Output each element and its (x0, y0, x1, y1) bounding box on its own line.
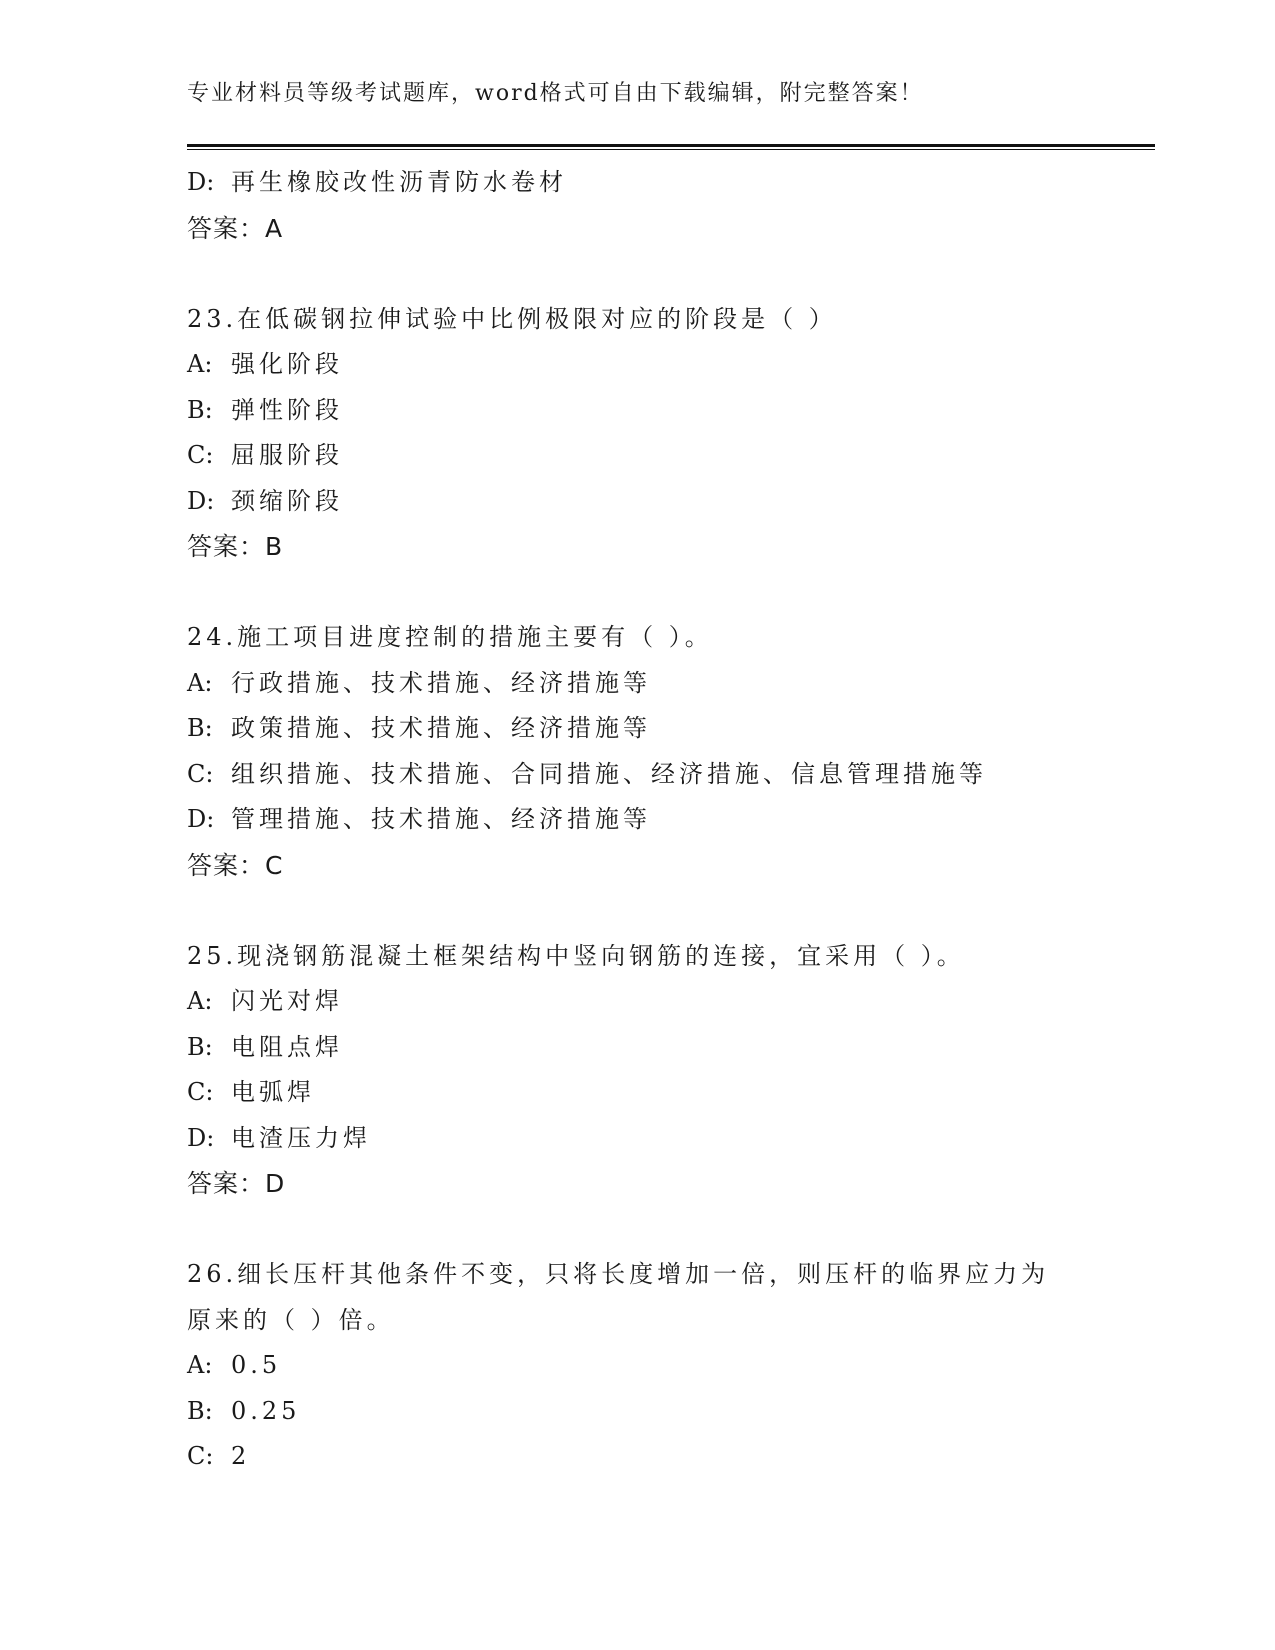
spacer (187, 888, 1087, 934)
option-label: A: (187, 987, 213, 1015)
question-stem-line-2: 原来的（ ）倍。 (187, 1305, 395, 1334)
option-text: 屈服阶段 (231, 441, 343, 469)
option-text: 电渣压力焊 (231, 1123, 371, 1152)
option-text: 组织措施、技术措施、合同措施、经济措施、信息管理措施等 (231, 759, 987, 788)
option-b (187, 706, 1087, 752)
option-label: B: (187, 1032, 213, 1061)
question-stem: 23.在低碳钢拉伸试验中比例极限对应的阶段是（ ） (187, 304, 837, 333)
option-label: D: (187, 1123, 215, 1152)
question-list (187, 160, 1087, 1480)
option-label: B: (187, 395, 213, 424)
question-26 (187, 1252, 1087, 1480)
option-text: 强化阶段 (231, 350, 343, 378)
option-b (187, 1389, 1087, 1435)
answer: 答案：B (187, 532, 284, 561)
page-header: 专业材料员等级考试题库，word格式可自由下载编辑，附完整答案！ (187, 81, 924, 106)
question-25 (187, 934, 1087, 1207)
spacer (187, 251, 1087, 297)
option-text: 颈缩阶段 (231, 486, 343, 515)
option-text: 闪光对焊 (231, 987, 343, 1015)
option-label: B: (187, 714, 213, 742)
option-text: 0.25 (231, 1396, 301, 1425)
option-text: 管理措施、技术措施、经济措施等 (231, 805, 651, 833)
header-divider (187, 144, 1155, 151)
option-a (187, 979, 1087, 1025)
option-label: D: (187, 486, 215, 515)
option-d (187, 479, 1087, 525)
option-c (187, 752, 1087, 798)
option-a (187, 342, 1087, 388)
option-a (187, 1343, 1087, 1389)
option-d (187, 1116, 1087, 1162)
option-text: 2 (231, 1442, 251, 1470)
question-24 (187, 615, 1087, 888)
option-c (187, 1434, 1087, 1480)
answer: 答案：C (187, 850, 284, 880)
answer: 答案：A (187, 213, 284, 243)
option-b (187, 388, 1087, 434)
option-text: 电阻点焊 (231, 1032, 343, 1061)
spacer (187, 1207, 1087, 1253)
option-text: 弹性阶段 (231, 395, 343, 424)
option-text: 电弧焊 (231, 1078, 315, 1106)
option-label: C: (187, 441, 214, 469)
option-c (187, 433, 1087, 479)
option-label: A: (187, 668, 213, 697)
option-text: 再生橡胶改性沥青防水卷材 (231, 168, 567, 196)
option-label: C: (187, 759, 214, 788)
header-divider-thin (187, 149, 1155, 150)
option-label: D: (187, 805, 215, 833)
option-label: A: (187, 1351, 213, 1379)
question-stem: 25.现浇钢筋混凝土框架结构中竖向钢筋的连接，宜采用（ ）。 (187, 941, 965, 970)
option-d (187, 797, 1087, 843)
question-23 (187, 297, 1087, 570)
answer: 答案：D (187, 1169, 286, 1198)
option-b (187, 1025, 1087, 1071)
spacer (187, 570, 1087, 616)
question-22 (187, 160, 1087, 251)
option-text: 行政措施、技术措施、经济措施等 (231, 668, 651, 697)
option-label: B: (187, 1396, 213, 1425)
option-a (187, 661, 1087, 707)
header-divider-thick (187, 144, 1155, 147)
option-label: A: (187, 350, 213, 378)
option-text: 政策措施、技术措施、经济措施等 (231, 714, 651, 742)
option-text: 0.5 (231, 1351, 282, 1379)
question-stem-line-1: 26.细长压杆其他条件不变，只将长度增加一倍，则压杆的临界应力为 (187, 1260, 1050, 1288)
option-label: C: (187, 1442, 214, 1470)
option-d (187, 160, 1087, 206)
option-c (187, 1070, 1087, 1116)
option-label: C: (187, 1078, 214, 1106)
question-stem: 24.施工项目进度控制的措施主要有（ ）。 (187, 623, 713, 651)
option-label: D: (187, 168, 215, 196)
